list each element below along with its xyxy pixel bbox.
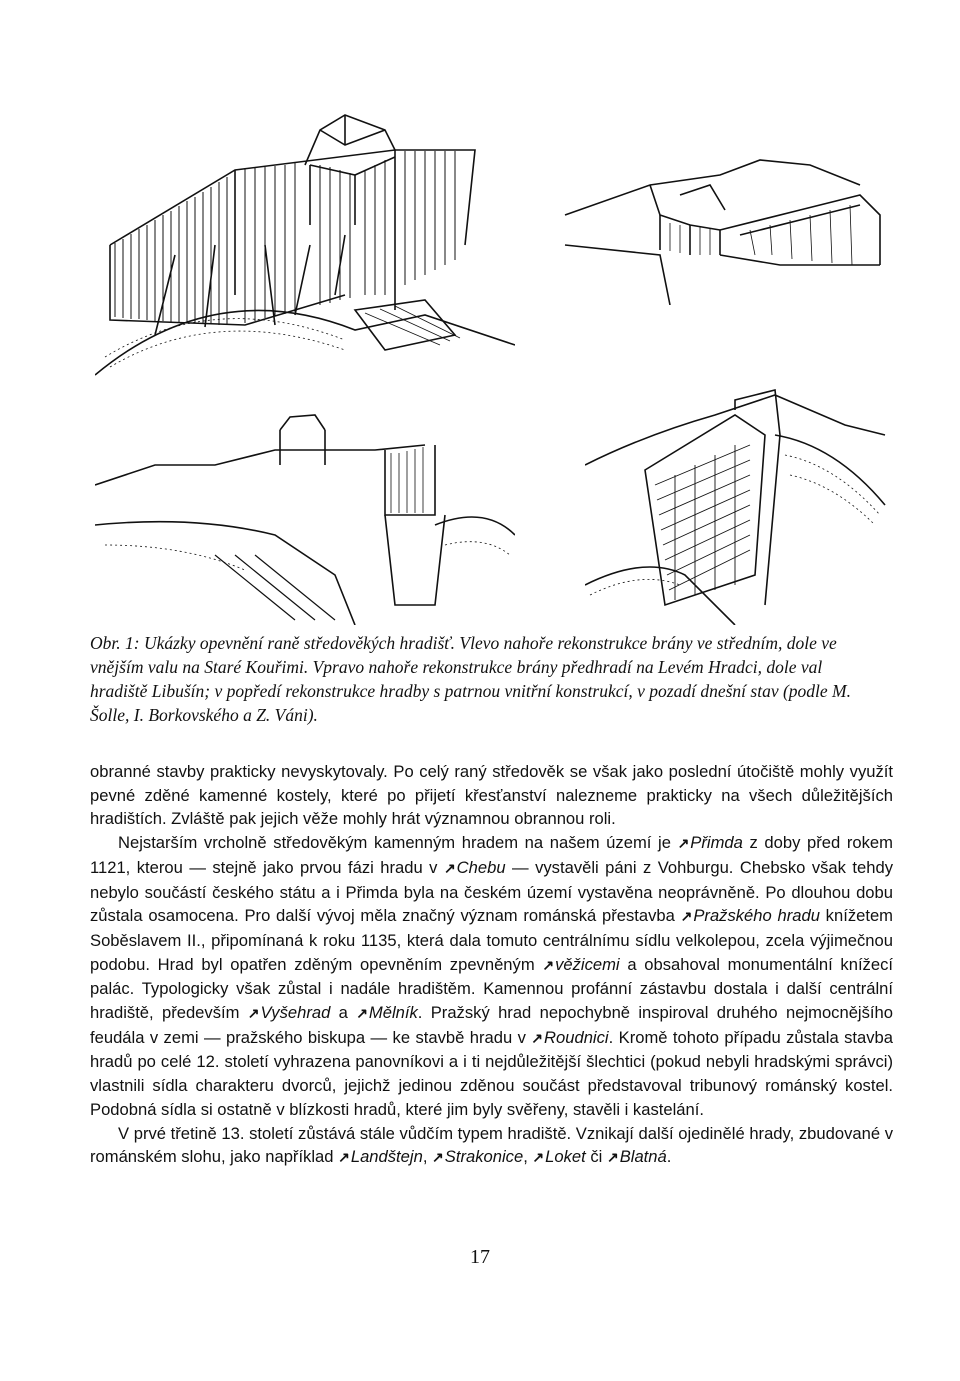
figure-illustrations bbox=[90, 95, 890, 625]
text-run: . Pražský hrad nepochybně inspiroval druhého nejmocnějšího feudála v zemi — pražského biskupa — ke stavbě hradu v bbox=[90, 1003, 893, 1047]
cross-reference[interactable]: Přimda bbox=[690, 833, 743, 853]
text-run: . Kromě tohoto případu zůstala stavba hradů po celé 12. století vyhrazena panovníkovi a i ti nejdůležitější šlechtici (pokud nebyli hradskými správci) vlastnili sídla charakteru dvorců, jejichž jedinou zděnou součást představoval tribunový románský kostel. Podobná sídla si ostatně v blízkosti hradů, které jim byly svěřeny, stavěli i kastelání. bbox=[90, 1027, 893, 1119]
illustration-outer-gate bbox=[95, 405, 515, 625]
text-run: knížetem Soběslavem II., připomínaná k roku 1135, která dala tomuto centrálnímu sídlu velkolepou, zcela výjimečnou podobu. Hrad byl opatřen zděným opevněním zpevněným bbox=[90, 906, 894, 974]
cross-reference[interactable]: Blatná bbox=[619, 1147, 667, 1167]
cross-reference[interactable]: Chebu bbox=[456, 857, 506, 877]
arrow-up-right-icon: ↗ bbox=[356, 1005, 368, 1022]
cross-reference[interactable]: Strakonice bbox=[444, 1147, 524, 1167]
arrow-up-right-icon: ↗ bbox=[606, 1149, 619, 1166]
cross-reference[interactable]: Pražského hradu bbox=[693, 906, 820, 926]
cross-reference[interactable]: Roudnici bbox=[544, 1027, 609, 1047]
illustration-rampart-section bbox=[585, 375, 890, 625]
arrow-up-right-icon: ↗ bbox=[532, 1149, 545, 1166]
text-run: a obsahoval monumentální knížecí palác. Typologicky však zůstal i nadále hradištěm. Kamennou profánní zástavbu dostala i další centrální hradiště, především bbox=[90, 954, 893, 1023]
arrow-up-right-icon: ↗ bbox=[432, 1149, 444, 1166]
body-text bbox=[90, 760, 893, 1170]
illustration-bailey-gate bbox=[560, 155, 890, 305]
text-run: a bbox=[330, 1003, 357, 1023]
arrow-up-right-icon: ↗ bbox=[247, 1005, 260, 1022]
cross-reference[interactable]: Mělník bbox=[368, 1003, 418, 1023]
arrow-up-right-icon: ↗ bbox=[338, 1149, 350, 1166]
paragraph bbox=[90, 1122, 893, 1170]
text-run: V prvé třetině 13. století zůstává stále vůdčím typem hradiště. Vznikají další ojedinělé hrady, zbudované v románském slohu, jako například bbox=[90, 1123, 893, 1167]
paragraph bbox=[90, 760, 893, 831]
illustration-gate-tower bbox=[95, 95, 515, 395]
cross-reference[interactable]: Loket bbox=[545, 1147, 586, 1167]
arrow-up-right-icon: ↗ bbox=[677, 835, 690, 852]
text-run: — vystavěli páni z Vohburgu. Chebsko však tehdy nebylo součástí českého státu a i Přimda byla na českém území vystavěna neoprávněně. Po dlouhou dobu zůstala osamocena. Pro další vývoj měla značný význam románská přestavba bbox=[90, 857, 894, 926]
cross-reference[interactable]: věžicemi bbox=[555, 954, 620, 974]
text-run: , bbox=[422, 1147, 433, 1167]
cross-reference[interactable]: Landštejn bbox=[350, 1147, 423, 1167]
arrow-up-right-icon: ↗ bbox=[680, 908, 693, 925]
cross-reference[interactable]: Vyšehrad bbox=[260, 1003, 331, 1023]
page-number: 17 bbox=[470, 1246, 490, 1268]
text-run: či bbox=[585, 1147, 607, 1167]
text-run: , bbox=[523, 1147, 533, 1167]
text-run: . bbox=[666, 1147, 672, 1167]
arrow-up-right-icon: ↗ bbox=[443, 859, 456, 876]
text-run: obranné stavby prakticky nevyskytovaly. Po celý raný středověk se však jako poslední útočiště mohly využít pevné zděné kamenné kostely, které po přijetí křesťanství nalezneme prakticky na všech důležitějších hradištích. Zvláště pak jejich věže mohly hrát významnou obrannou roli. bbox=[90, 762, 893, 829]
paragraph bbox=[90, 831, 893, 1121]
figure-caption: Obr. 1: Ukázky opevnění raně středověkých hradišť. Vlevo nahoře rekonstrukce brány ve středním, dole ve vnějším valu na Staré Kouřimi. Vpravo nahoře rekonstrukce brány předhradí na Levém Hradci, dole val hradiště Libušín; v popředí rekonstrukce hradby s patrnou vnitřní konstrukcí, v pozadí dnešní stav (podle M. Šolle, I. Borkovského a Z. Váni). bbox=[90, 633, 851, 725]
arrow-up-right-icon: ↗ bbox=[542, 956, 555, 973]
text-run: Nejstarším vrcholně středověkým kamenným hradem na našem území je bbox=[118, 833, 678, 853]
text-run: z doby před rokem 1121, kterou — stejně jako prvou fázi hradu v bbox=[90, 833, 893, 877]
arrow-up-right-icon: ↗ bbox=[531, 1029, 544, 1046]
